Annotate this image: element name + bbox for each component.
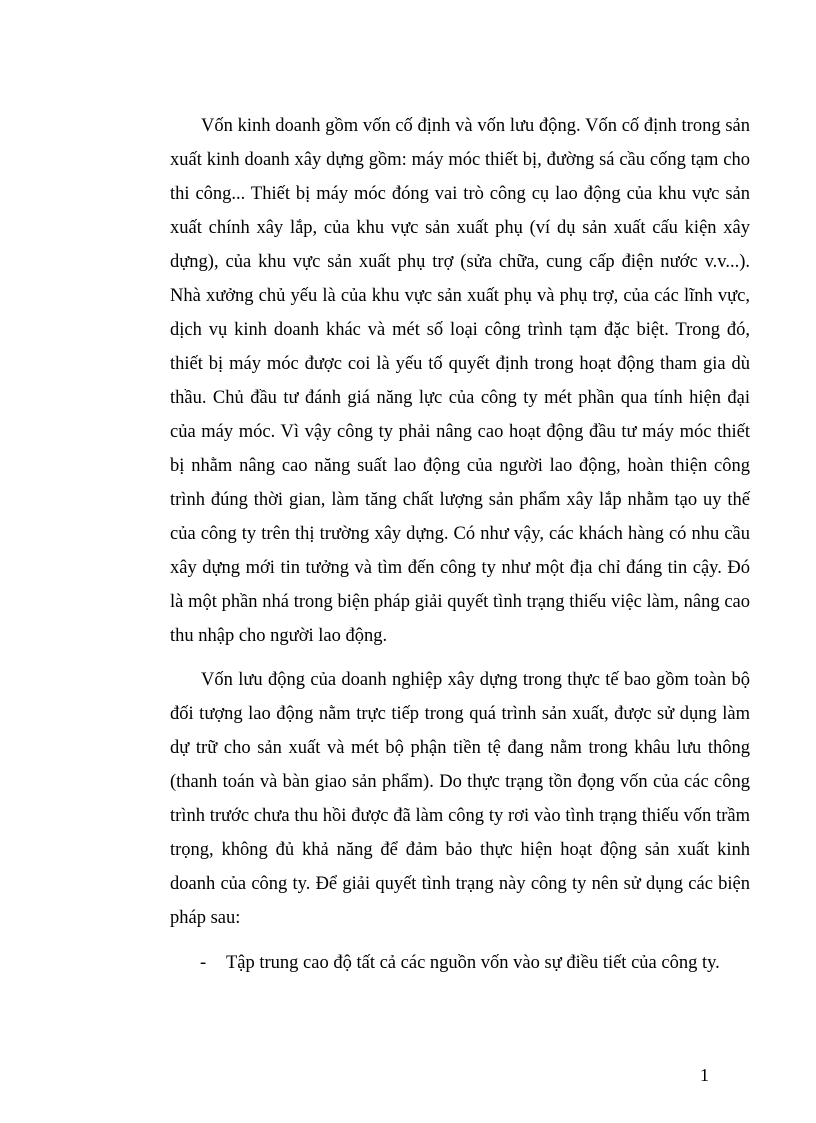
paragraph-text: Vốn kinh doanh gồm vốn cố định và vốn lưu động. Vốn cố định trong sản xuất kinh doanh xây dựng gồm: máy móc thiết bị, đường sá cầu cống tạm cho thi công... Thiết bị máy móc đóng vai trò công cụ lao động của khu vực sản xuất chính xây lắp, của khu vực sản xuất phụ (ví dụ sản xuất cấu kiện xây dựng), của khu vực sản xuất phụ trợ (sửa chữa, cung cấp điện nước v.v...). Nhà xưởng chủ yếu là của khu vực sản xuất phụ và phụ trợ, của các lĩnh vực, dịch vụ kinh doanh khác và mét số loại công trình tạm đặc biệt. Trong đó, thiết bị máy móc được coi là yếu tố quyết định trong hoạt động tham gia dù thầu. Chủ đầu tư đánh giá năng lực của công ty mét phần qua tính hiện đại của máy móc. Vì vậy công ty phải nâng cao hoạt động đầu tư máy móc thiết bị nhằm nâng cao năng suất lao động của người lao động, hoàn thiện công trình đúng thời gian, làm tăng chất lượng sản phẩm xây lắp nhằm tạo uy thế của công ty trên thị trường xây dựng. Có như vậy, các khách hàng có nhu cầu xây dựng mới tin tưởng và tìm đến công ty như một địa chỉ đáng tin cậy. Đó là một phần nhá trong biện pháp giải quyết tình trạng thiếu việc làm, nâng cao thu nhập cho người lao động. [170, 116, 750, 646]
body-paragraph-2 [170, 663, 750, 935]
bullet-marker: - [200, 953, 207, 973]
page-number: 1 [700, 1065, 709, 1085]
bullet-item [200, 946, 760, 980]
body-paragraph-1 [170, 109, 750, 653]
bullet-text: Tập trung cao độ tất cả các nguồn vốn vào sự điều tiết của công ty. [226, 953, 720, 973]
paragraph-text: Vốn lưu động của doanh nghiệp xây dựng trong thực tế bao gồm toàn bộ đối tượng lao động nằm trực tiếp trong quá trình sản xuất, được sử dụng làm dự trữ cho sản xuất và mét bộ phận tiền tệ đang nằm trong khâu lưu thông (thanh toán và bàn giao sản phẩm). Do thực trạng tồn đọng vốn của các công trình trước chưa thu hồi được đã làm công ty rơi vào tình trạng thiếu vốn trầm trọng, không đủ khả năng để đảm bảo thực hiện hoạt động sản xuất kinh doanh của công ty. Để giải quyết tình trạng này công ty nên sử dụng các biện pháp sau: [170, 670, 750, 928]
